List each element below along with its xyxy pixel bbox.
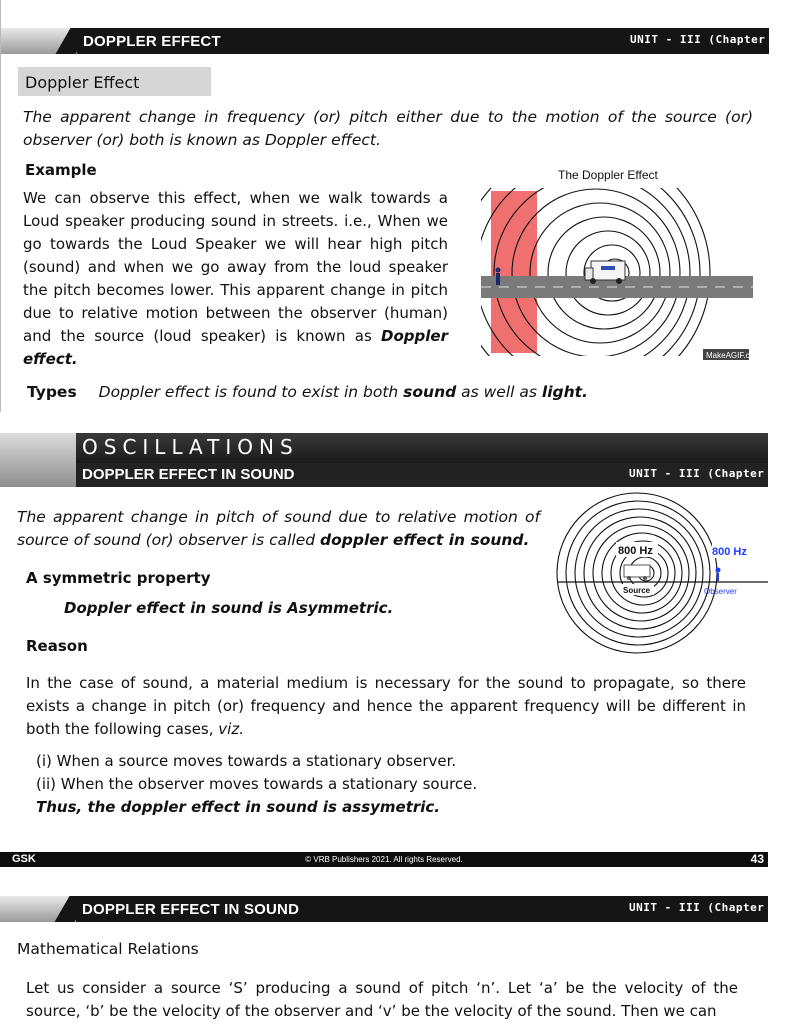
types-line bbox=[27, 381, 588, 404]
conclusion: Thus, the doppler effect in sound is assymetric. bbox=[36, 798, 440, 816]
property-heading: A symmetric property bbox=[26, 569, 211, 587]
footer-author: GSK bbox=[12, 853, 36, 865]
math-text: Let us consider a source ‘S’ producing a sound of pitch ‘n’. Let ‘a’ be the velocity of the source, ‘b’ be the velocity of the observer and ‘v’ be the velocity of the sound. Then we can bbox=[26, 979, 738, 1020]
types-text-1: Doppler effect is found to exist in both bbox=[98, 383, 404, 401]
brand-title: OSCILLATIONS bbox=[82, 435, 299, 459]
case-1: (i) When a source moves towards a stationary observer. bbox=[36, 752, 457, 770]
figure-watermark: MakeAGIF.com bbox=[706, 351, 761, 360]
example-end: Doppler effect. bbox=[23, 327, 448, 368]
header-title: DOPPLER EFFECT bbox=[83, 33, 221, 50]
source-label: Source bbox=[623, 586, 651, 595]
definition-part: The apparent change in pitch of sound due to relative motion of source of sound (or) observer is called bbox=[17, 508, 540, 549]
page-number: 43 bbox=[750, 852, 764, 866]
observer-frequency: 800 Hz bbox=[712, 546, 747, 558]
example-heading: Example bbox=[25, 161, 97, 179]
header-thumbnail bbox=[1, 28, 77, 54]
reason-viz: viz. bbox=[218, 720, 244, 738]
source-frequency: 800 Hz bbox=[618, 545, 653, 557]
slide-doppler-effect-in-sound bbox=[0, 433, 786, 867]
example-paragraph bbox=[23, 187, 448, 371]
copyright-text: © VRB Publishers 2021. All rights Reserved. bbox=[305, 855, 463, 864]
figure-title: The Doppler Effect bbox=[558, 168, 658, 182]
header-unit: UNIT - III (Chapter 3) bbox=[629, 901, 786, 914]
section-title: Doppler Effect bbox=[25, 73, 140, 92]
observer-label: Observer bbox=[704, 587, 737, 596]
header-title: DOPPLER EFFECT IN SOUND bbox=[82, 466, 295, 483]
doppler-animation-figure bbox=[481, 160, 761, 368]
observer-person-icon bbox=[496, 268, 501, 286]
slide-header bbox=[1, 28, 787, 54]
definition-text bbox=[17, 506, 540, 552]
slide-doppler-effect bbox=[0, 0, 787, 412]
slide-mathematical-relations bbox=[0, 889, 786, 1024]
reason-text: In the case of sound, a material medium is necessary for the sound to propagate, so there exists a change in pitch (or) frequency and hence the apparent frequency will be different in both the following cases, bbox=[26, 674, 746, 738]
case-2: (ii) When the observer moves towards a stationary source. bbox=[36, 775, 478, 793]
header-title: DOPPLER EFFECT IN SOUND bbox=[82, 901, 300, 918]
reason-heading: Reason bbox=[26, 637, 88, 655]
definition-text: The apparent change in frequency (or) pitch either due to the motion of the source (or) observer (or) both is known as Doppler effect. bbox=[23, 108, 753, 149]
slide-header bbox=[0, 896, 786, 922]
math-heading: Mathematical Relations bbox=[17, 940, 199, 958]
header-thumbnail bbox=[0, 896, 76, 922]
types-sound: sound bbox=[403, 383, 457, 401]
types-light: light. bbox=[541, 383, 588, 401]
header-unit: UNIT - III (Chapter 3) bbox=[629, 467, 786, 480]
doppler-wavefront-figure bbox=[558, 487, 768, 653]
property-text: Doppler effect in sound is Asymmetric. bbox=[64, 599, 394, 617]
types-label: Types bbox=[27, 383, 77, 401]
definition-bold: doppler effect in sound. bbox=[320, 531, 530, 549]
example-text: We can observe this effect, when we walk towards a Loud speaker producing sound in streets. i.e., When we go towards the Loud Speaker we will hear high pitch (sound) and when we go away from the loud speaker the pitch becomes lower. This apparent change in pitch due to relative motion between the observer (human) and the source (loud speaker) is known as bbox=[23, 189, 448, 345]
reason-paragraph bbox=[26, 672, 746, 741]
header-unit: UNIT - III (Chapter 3) bbox=[630, 33, 787, 46]
header-thumbnail bbox=[0, 433, 76, 487]
vehicle-icon bbox=[624, 565, 650, 580]
types-text-2: as well as bbox=[456, 383, 542, 401]
slide-header bbox=[0, 433, 786, 487]
slide-footer bbox=[0, 852, 768, 867]
